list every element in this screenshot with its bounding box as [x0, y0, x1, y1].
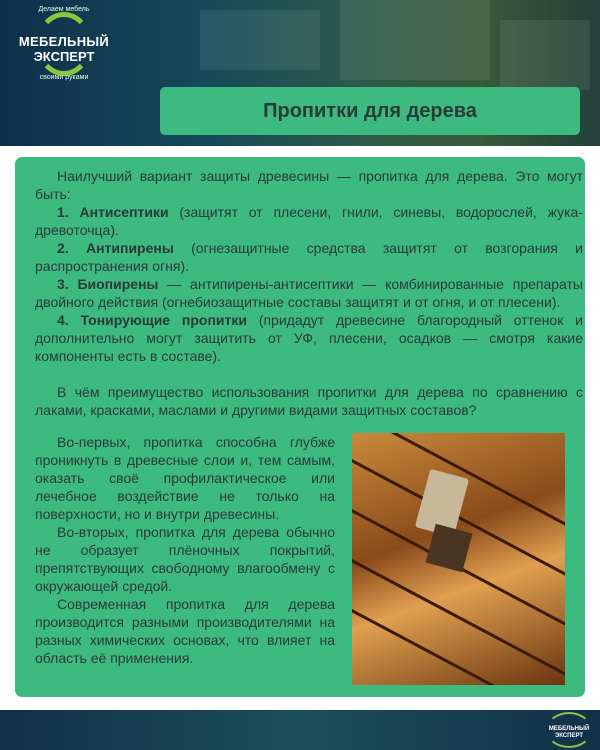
- logo-line1: МЕБЕЛЬНЫЙ: [18, 34, 110, 49]
- list-item: [35, 311, 583, 365]
- list-item: [35, 239, 583, 275]
- item-text: (огнезащитные средства защитят от возгорания и распространения огня).: [35, 240, 583, 274]
- logo-subtagline: своими руками: [39, 74, 89, 81]
- item-text: (защитят от плесени, гнили, синевы, водорослей, жука-древоточца).: [35, 204, 583, 238]
- footer-bar: [0, 710, 600, 750]
- footer-logo: [546, 712, 592, 748]
- paragraph-2: Во-вторых, пропитка для дерева обычно не образует плёночных покрытий, препятствующих свободному влагообмену с окружающей средой.: [35, 524, 335, 594]
- title-bar: [160, 87, 580, 135]
- paragraph-3: Современная пропитка для дерева производится разными производителями на разных химических основах, что влияет на область её применения.: [35, 596, 335, 666]
- logo-tagline: Делаем мебель: [38, 6, 90, 13]
- item-label: 1. Антисептики: [57, 204, 169, 220]
- header-banner: [0, 0, 600, 146]
- item-text: — антипирены-антисептики — комбинированные препараты двойного действия (огнебиозащитные составы защитят и от огня, и от плесени).: [35, 276, 583, 310]
- intro-text: Наилучший вариант защиты древесины — пропитка для дерева. Это могут быть:: [35, 168, 583, 202]
- paragraph-1: Во-первых, пропитка способна глубже проникнуть в древесные слои и, тем самым, оказать своё профилактическое или лечебное воздействие не только на поверхности, но и внутри древесины.: [35, 434, 335, 522]
- logo: [14, 4, 114, 84]
- list-item: [35, 275, 583, 311]
- footer-logo-line2: ЭКСПЕРТ: [554, 733, 584, 739]
- item-label: 2. Антипирены: [57, 240, 174, 256]
- page-title: Пропитки для дерева: [263, 99, 477, 122]
- wood-brush-photo: [352, 433, 565, 685]
- content-card: [15, 157, 585, 697]
- item-text: (придадут древесине благородный оттенок и дополнительно могут защитить от УФ, плесени, осадков — смотря какие компоненты есть в составе).: [35, 312, 583, 364]
- item-label: 3. Биопирены: [57, 276, 159, 292]
- item-label: 4. Тонирующие пропитки: [57, 312, 247, 328]
- logo-line2: ЭКСПЕРТ: [33, 49, 95, 64]
- question-text: В чём преимущество использования пропитки для дерева по сравнению с лаками, красками, маслами и другими видами защитных составов?: [35, 384, 583, 418]
- list-item: [35, 203, 583, 239]
- footer-logo-line1: МЕБЕЛЬНЫЙ: [548, 726, 590, 732]
